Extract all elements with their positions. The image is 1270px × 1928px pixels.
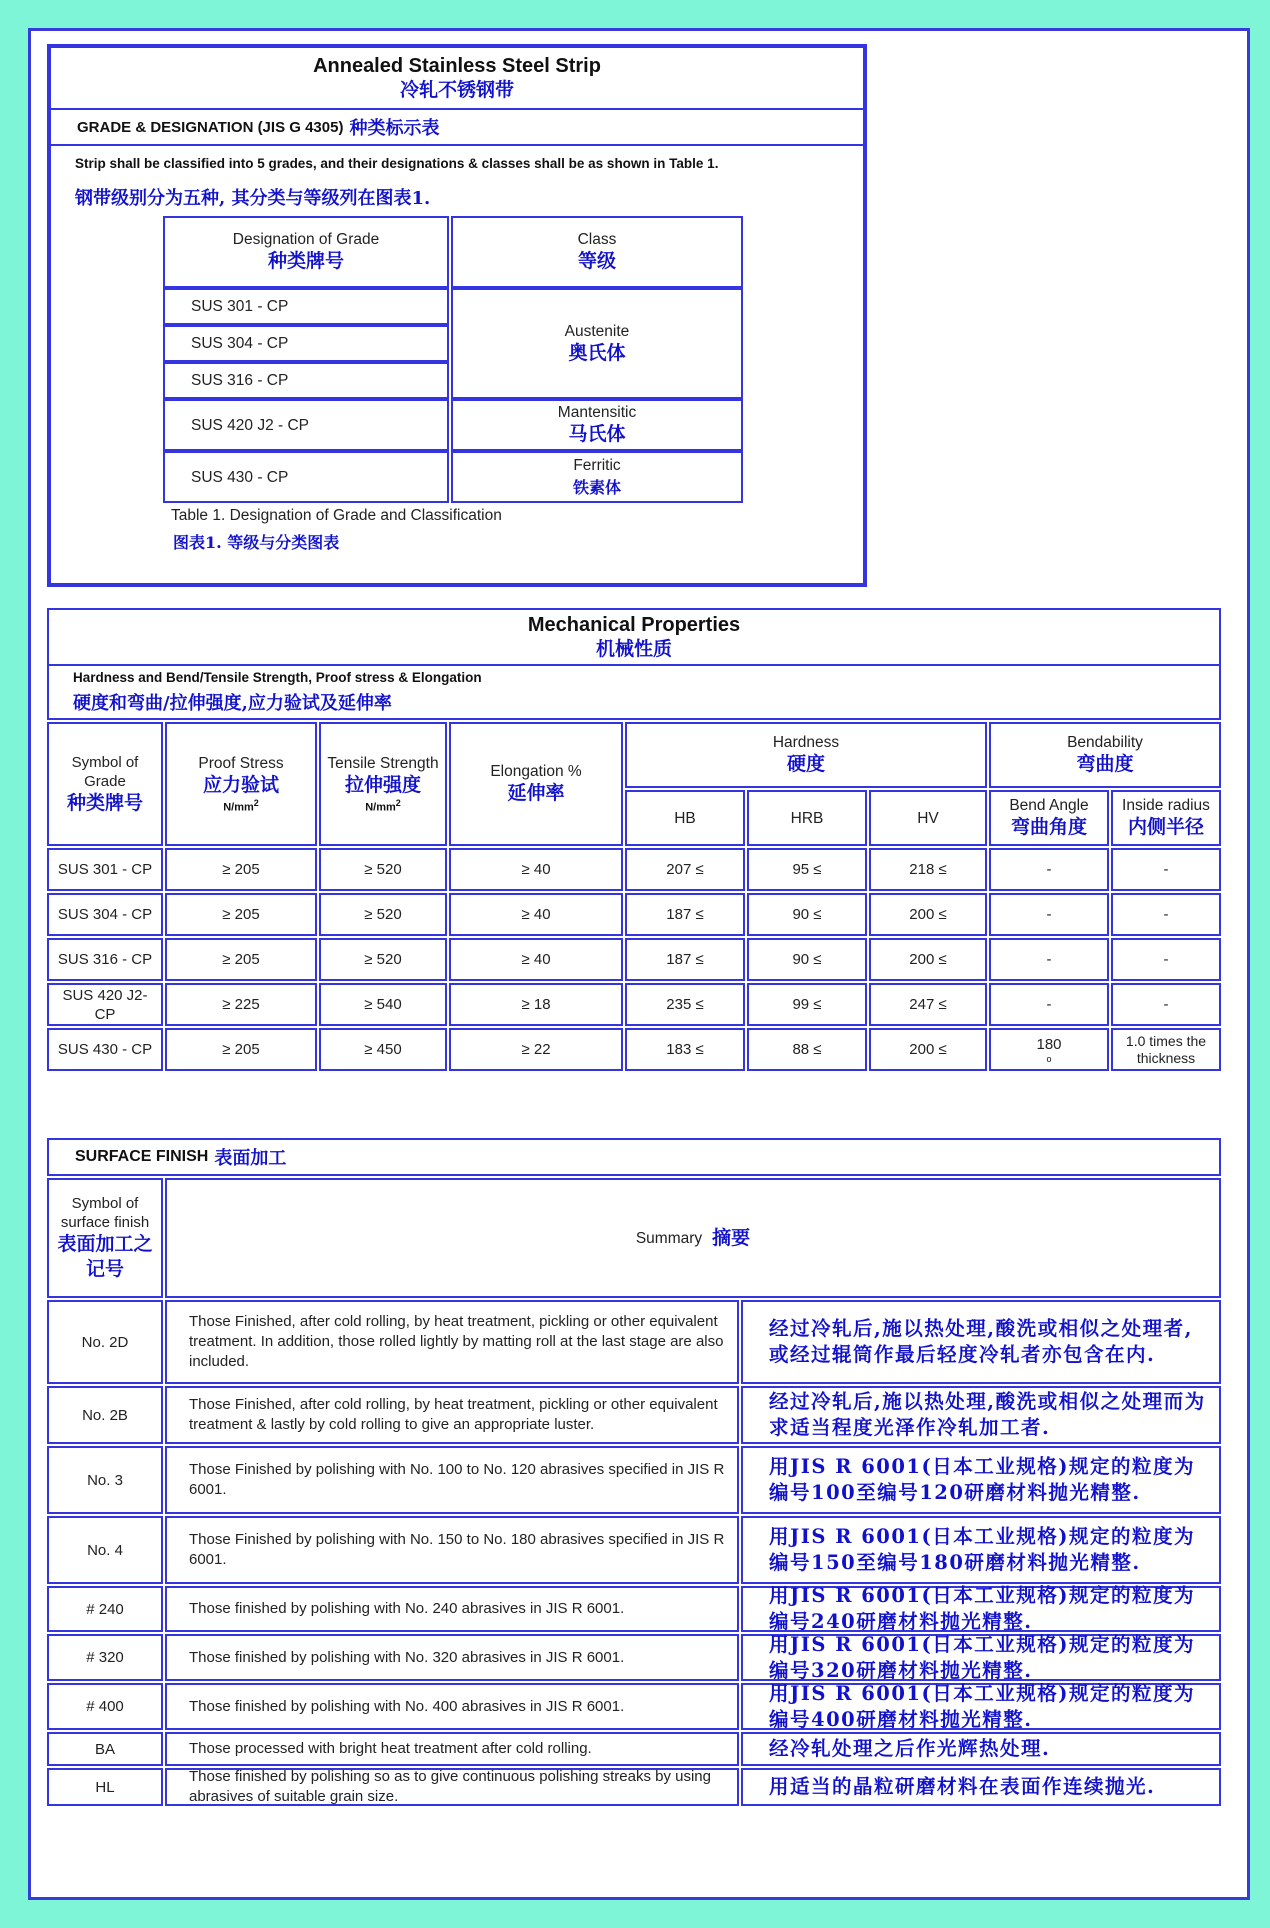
- surface-symbol-cell: [47, 1586, 163, 1632]
- surface-symbol-cell: [47, 1683, 163, 1730]
- surface-desc-en: Those Finished by polishing with No. 100 to No. 120 abrasives specified in JIS R 6001.: [189, 1461, 725, 1498]
- document-sheet: [28, 28, 1250, 1900]
- mech-value-angle: -: [1046, 996, 1052, 1013]
- class-label: Mantensitic: [557, 404, 637, 421]
- surface-title-zh: 表面加工: [214, 1148, 287, 1169]
- mech-value-tensile: ≥ 520: [364, 861, 402, 878]
- mech-value-proof: ≥ 205: [222, 906, 260, 923]
- mech-value-radius: 1.0 times the thickness: [1125, 1032, 1207, 1066]
- mech-value-proof: ≥ 225: [222, 996, 260, 1013]
- surface-symbol-cell: [47, 1386, 163, 1444]
- grade-cell: [163, 288, 449, 325]
- surface-desc-zh-cell: [741, 1732, 1221, 1766]
- mech-cell-elong: [449, 893, 623, 936]
- header-label-zh: 摘要: [712, 1226, 751, 1249]
- surface-desc-cell: [165, 1386, 739, 1444]
- mech-cell-hb: [625, 1028, 745, 1071]
- mech-value-elong: ≥ 18: [521, 996, 551, 1013]
- mech-value-grade: SUS 301 - CP: [57, 861, 153, 878]
- mech-value-hv: 218 ≤: [909, 861, 947, 878]
- header-surface-symbol: [47, 1178, 163, 1298]
- mech-title-box: [47, 608, 1221, 666]
- header-hrb: [747, 790, 867, 846]
- mech-subtitle-zh: 硬度和弯曲/拉伸强度,应力验试及延伸率: [73, 692, 392, 714]
- surface-symbol-cell: [47, 1768, 163, 1806]
- surface-desc-zh: 用JIS R 6001(日本工业规格)规定的粒度为编号240研磨材料抛光精整.: [769, 1584, 1195, 1633]
- surface-symbol: No. 2B: [82, 1406, 128, 1424]
- mech-value-angle: -: [1046, 861, 1052, 878]
- mech-cell-grade: [47, 848, 163, 891]
- surface-desc-zh: 用适当的晶粒研磨材料在表面作连续抛光.: [769, 1775, 1156, 1798]
- mech-value-hrb: 90 ≤: [792, 951, 822, 968]
- surface-title: SURFACE FINISH: [75, 1148, 209, 1165]
- header-unit: [223, 798, 259, 814]
- mech-section: [47, 608, 1221, 1128]
- surface-desc-en: Those Finished, after cold rolling, by heat treatment, pickling or other equivalent treatment. In addition, those rolled lightly by matting roll at the last stage are also included.: [189, 1313, 724, 1370]
- mech-value-grade: SUS 304 - CP: [57, 906, 153, 923]
- mech-value-hb: 207 ≤: [666, 861, 704, 878]
- surface-desc-en: Those processed with bright heat treatment after cold rolling.: [189, 1740, 592, 1757]
- grade-label: SUS 304 - CP: [191, 335, 289, 352]
- surface-symbol: # 240: [86, 1600, 124, 1618]
- degree-sup: o: [1046, 1054, 1052, 1064]
- surface-desc-zh: 用JIS R 6001(日本工业规格)规定的粒度为编号400研磨材料抛光精整.: [769, 1681, 1195, 1731]
- mech-value-elong: ≥ 40: [521, 906, 551, 923]
- header-label: Proof Stress: [198, 755, 284, 773]
- class-label: Ferritic: [573, 457, 621, 474]
- mech-cell-hrb: [747, 938, 867, 981]
- surface-desc-cell: [165, 1768, 739, 1806]
- mech-cell-hrb: [747, 893, 867, 936]
- mech-cell-tensile: [319, 938, 447, 981]
- header-symbol-of-grade: [47, 722, 163, 846]
- col-header-grade-zh: 种类牌号: [267, 250, 344, 272]
- header-label: HB: [674, 809, 696, 827]
- surface-desc-en: Those finished by polishing with No. 400 abrasives in JIS R 6001.: [189, 1697, 625, 1715]
- header-label: Inside radius: [1122, 797, 1210, 814]
- surface-desc-zh-cell: [741, 1768, 1221, 1806]
- header-elongation: [449, 722, 623, 846]
- header-label: Bend Angle: [1009, 797, 1089, 814]
- class-label-zh: 铁素体: [572, 478, 621, 497]
- mech-cell-hv: [869, 1028, 987, 1071]
- strip-section: [47, 44, 867, 587]
- header-proof-stress: [165, 722, 317, 846]
- col-header-class: [451, 216, 743, 288]
- mech-value-angle: 180: [1036, 1036, 1062, 1053]
- mech-cell-grade: [47, 938, 163, 981]
- header-hb: [625, 790, 745, 846]
- mech-cell-elong: [449, 938, 623, 981]
- header-hv: [869, 790, 987, 846]
- mech-cell-tensile: [319, 1028, 447, 1071]
- mech-value-radius: -: [1163, 951, 1169, 968]
- header-label: Symbol of surface finish: [60, 1195, 150, 1231]
- mech-value-hrb: 88 ≤: [792, 1041, 822, 1058]
- mech-value-grade: SUS 316 - CP: [57, 951, 153, 968]
- mech-cell-grade: [47, 1028, 163, 1071]
- surface-desc-zh-cell: [741, 1300, 1221, 1384]
- mech-cell-grade: [47, 893, 163, 936]
- mech-cell-hv: [869, 848, 987, 891]
- mech-value-hb: 235 ≤: [666, 996, 704, 1013]
- grade-cell: [163, 451, 449, 503]
- mech-cell-tensile: [319, 893, 447, 936]
- mech-cell-hv: [869, 983, 987, 1026]
- mech-cell-elong: [449, 848, 623, 891]
- header-unit: [365, 798, 401, 814]
- header-label-zh: 应力验试: [202, 774, 279, 797]
- surface-desc-cell: [165, 1732, 739, 1766]
- mech-cell-hv: [869, 893, 987, 936]
- surface-desc-zh-cell: [741, 1386, 1221, 1444]
- mech-cell-angle: [989, 1028, 1109, 1071]
- grade-label: SUS 430 - CP: [191, 468, 289, 486]
- surface-title-box: [47, 1138, 1221, 1176]
- unit-sup: 2: [253, 798, 259, 809]
- header-label-zh: 弯曲角度: [1010, 816, 1087, 838]
- header-label: Elongation %: [490, 763, 582, 780]
- header-summary: [165, 1178, 1221, 1298]
- mech-cell-proof: [165, 938, 317, 981]
- surface-desc-cell: [165, 1683, 739, 1730]
- strip-title: Annealed Stainless Steel Strip: [313, 55, 601, 77]
- mech-cell-radius: [1111, 938, 1221, 981]
- mech-cell-tensile: [319, 848, 447, 891]
- surface-desc-cell: [165, 1300, 739, 1384]
- mech-value-radius: -: [1163, 906, 1169, 923]
- mech-value-tensile: ≥ 450: [364, 1041, 402, 1058]
- mech-value-proof: ≥ 205: [222, 951, 260, 968]
- surface-desc-zh-cell: [741, 1446, 1221, 1514]
- mech-cell-hb: [625, 848, 745, 891]
- header-label: HV: [917, 809, 939, 827]
- col-header-grade-label: Designation of Grade: [232, 231, 380, 248]
- mech-subtitle: Hardness and Bend/Tensile Strength, Proof stress & Elongation: [73, 669, 482, 685]
- header-label-zh: 内侧半径: [1127, 816, 1204, 838]
- mech-value-hrb: 90 ≤: [792, 906, 822, 923]
- mech-value-elong: ≥ 22: [521, 1041, 551, 1058]
- mech-cell-proof: [165, 848, 317, 891]
- class-label-zh: 奥氏体: [568, 341, 626, 364]
- surface-symbol: HL: [95, 1778, 115, 1796]
- mech-cell-hv: [869, 938, 987, 981]
- surface-symbol: No. 2D: [81, 1333, 129, 1351]
- surface-desc-en: Those Finished by polishing with No. 150 to No. 180 abrasives specified in JIS R 6001.: [189, 1531, 725, 1568]
- mech-cell-tensile: [319, 983, 447, 1026]
- surface-symbol: # 400: [86, 1698, 124, 1715]
- mech-value-grade: SUS 430 - CP: [57, 1041, 153, 1058]
- mech-cell-proof: [165, 893, 317, 936]
- surface-desc-cell: [165, 1586, 739, 1632]
- mech-cell-hrb: [747, 1028, 867, 1071]
- strip-title-zh: 冷轧不锈钢带: [399, 79, 514, 101]
- class-label: Austenite: [564, 322, 630, 340]
- surface-desc-zh-cell: [741, 1586, 1221, 1632]
- header-label: Symbol of Grade: [71, 753, 139, 790]
- surface-desc-zh-cell: [741, 1634, 1221, 1681]
- unit-text: N/mm: [223, 801, 254, 814]
- mech-value-proof: ≥ 205: [222, 861, 260, 878]
- mech-value-hrb: 99 ≤: [792, 996, 822, 1013]
- mech-cell-angle: [989, 983, 1109, 1026]
- header-label: Summary: [635, 1229, 703, 1247]
- mech-value-hb: 183 ≤: [666, 1041, 704, 1058]
- header-label-zh: 表面加工之记号: [57, 1233, 153, 1280]
- table-caption: Table 1. Designation of Grade and Classification: [171, 507, 502, 524]
- col-header-class-label: Class: [577, 231, 617, 248]
- surface-desc-cell: [165, 1446, 739, 1514]
- intro-text-zh: 钢带级别分为五种, 其分类与等级列在图表1.: [75, 188, 431, 209]
- mech-cell-grade: [47, 983, 163, 1026]
- header-label: Bendability: [1067, 734, 1143, 751]
- header-label-zh: 种类牌号: [66, 791, 143, 814]
- header-label: Hardness: [772, 734, 840, 751]
- col-header-grade: [163, 216, 449, 288]
- mech-cell-elong: [449, 983, 623, 1026]
- surface-desc-en: Those Finished, after cold rolling, by heat treatment, pickling or other equivalent treatment & lastly by cold rolling to give an appropriate luster.: [189, 1396, 718, 1433]
- surface-desc-zh-cell: [741, 1516, 1221, 1584]
- header-bendability: [989, 722, 1221, 788]
- grade-cell: [163, 399, 449, 451]
- mech-title: Mechanical Properties: [527, 614, 741, 636]
- surface-symbol-cell: [47, 1300, 163, 1384]
- mech-value-hrb: 95 ≤: [792, 861, 822, 878]
- header-label-zh: 延伸率: [507, 782, 565, 804]
- grade-heading-box: [49, 108, 865, 146]
- grade-cell: [163, 362, 449, 399]
- mech-value-radius: -: [1163, 861, 1169, 878]
- surface-desc-en: Those finished by polishing with No. 320 abrasives in JIS R 6001.: [189, 1648, 625, 1666]
- mech-cell-angle: [989, 893, 1109, 936]
- class-cell-martensitic: [451, 399, 743, 451]
- grade-label: SUS 420 J2 - CP: [191, 416, 310, 434]
- surface-symbol-cell: [47, 1732, 163, 1766]
- surface-desc-en: Those finished by polishing so as to give continuous polishing streaks by using abrasives of suitable grain size.: [189, 1768, 711, 1805]
- mech-cell-hb: [625, 983, 745, 1026]
- surface-desc-zh: 经过冷轧后,施以热处理,酸洗或相似之处理者,或经过辊筒作最后轻度冷轧者亦包含在内.: [769, 1317, 1193, 1366]
- surface-desc-zh: 用JIS R 6001(日本工业规格)规定的粒度为编号320研磨材料抛光精整.: [769, 1632, 1195, 1682]
- mech-cell-proof: [165, 1028, 317, 1071]
- header-label-zh: 拉伸强度: [344, 774, 421, 797]
- surface-desc-en: Those finished by polishing with No. 240 abrasives in JIS R 6001.: [189, 1600, 625, 1617]
- surface-symbol: # 320: [86, 1649, 124, 1666]
- mech-cell-hb: [625, 938, 745, 981]
- mech-cell-hrb: [747, 848, 867, 891]
- mech-value-hb: 187 ≤: [666, 951, 704, 968]
- surface-desc-zh: 经过冷轧后,施以热处理,酸洗或相似之处理而为求适当程度光泽作冷轧加工者.: [769, 1390, 1206, 1439]
- class-cell-austenite: [451, 288, 743, 399]
- mech-value-hv: 200 ≤: [909, 951, 947, 968]
- mech-value-hv: 200 ≤: [909, 906, 947, 923]
- intro-text: Strip shall be classified into 5 grades, and their designations & classes shall be as shown in Table 1.: [75, 156, 719, 171]
- surface-desc-zh-cell: [741, 1683, 1221, 1730]
- surface-desc-cell: [165, 1634, 739, 1681]
- mech-cell-radius: [1111, 983, 1221, 1026]
- class-cell-ferritic: [451, 451, 743, 503]
- class-label-zh: 马氏体: [568, 423, 626, 445]
- mech-subtitle-box: [47, 664, 1221, 720]
- mech-value-elong: ≥ 40: [521, 861, 551, 878]
- header-hardness: [625, 722, 987, 788]
- mech-value-tensile: ≥ 540: [364, 996, 402, 1013]
- header-label-zh: 弯曲度: [1076, 753, 1134, 775]
- surface-desc-cell: [165, 1516, 739, 1584]
- strip-title-box: [49, 46, 865, 110]
- header-inside-radius: [1111, 790, 1221, 846]
- mech-cell-radius: [1111, 893, 1221, 936]
- mech-value-angle: -: [1046, 951, 1052, 968]
- surface-symbol: BA: [94, 1740, 115, 1758]
- header-label: HRB: [790, 809, 824, 827]
- mech-cell-angle: [989, 848, 1109, 891]
- mech-value-proof: ≥ 205: [222, 1041, 260, 1058]
- grade-heading: GRADE & DESIGNATION (JIS G 4305): [77, 118, 344, 136]
- surface-desc-zh: 经冷轧处理之后作光辉热处理.: [769, 1737, 1051, 1760]
- header-label-zh: 硬度: [786, 753, 825, 775]
- mech-value-tensile: ≥ 520: [364, 906, 402, 923]
- grade-label: SUS 301 - CP: [191, 298, 289, 315]
- mech-value-elong: ≥ 40: [521, 951, 551, 968]
- mech-cell-proof: [165, 983, 317, 1026]
- mech-value-radius: -: [1163, 996, 1169, 1013]
- grade-table: [163, 216, 743, 501]
- surface-symbol-cell: [47, 1516, 163, 1584]
- surface-desc-zh: 用JIS R 6001(日本工业规格)规定的粒度为编号150至编号180研磨材料抛光精整.: [769, 1525, 1195, 1574]
- grade-label: SUS 316 - CP: [191, 372, 289, 389]
- header-label: Tensile Strength: [327, 755, 439, 773]
- grade-body: [49, 144, 865, 585]
- col-header-class-zh: 等级: [577, 250, 616, 272]
- surface-section: [47, 1138, 1221, 1894]
- mech-title-zh: 机械性质: [595, 638, 672, 660]
- mech-value-hb: 187 ≤: [666, 906, 704, 923]
- grade-heading-zh: 种类标示表: [349, 118, 440, 139]
- unit-sup: 2: [395, 798, 401, 809]
- table-caption-zh: 图表1. 等级与分类图表: [173, 533, 340, 552]
- mech-value-tensile: ≥ 520: [364, 951, 402, 968]
- mech-value-hv: 200 ≤: [909, 1041, 947, 1058]
- mech-cell-radius: [1111, 1028, 1221, 1071]
- surface-symbol: No. 4: [87, 1541, 123, 1559]
- mech-cell-hrb: [747, 983, 867, 1026]
- mech-cell-hb: [625, 893, 745, 936]
- mech-value-hv: 247 ≤: [909, 996, 947, 1013]
- unit-text: N/mm: [365, 801, 396, 814]
- mech-cell-elong: [449, 1028, 623, 1071]
- mech-value-angle: -: [1046, 906, 1052, 923]
- surface-symbol-cell: [47, 1446, 163, 1514]
- header-tensile-strength: [319, 722, 447, 846]
- header-bend-angle: [989, 790, 1109, 846]
- mech-cell-angle: [989, 938, 1109, 981]
- mech-value-grade: SUS 420 J2- CP: [62, 986, 148, 1023]
- surface-symbol: No. 3: [87, 1471, 123, 1489]
- surface-desc-zh: 用JIS R 6001(日本工业规格)规定的粒度为编号100至编号120研磨材料抛光精整.: [769, 1455, 1195, 1504]
- mech-cell-radius: [1111, 848, 1221, 891]
- grade-cell: [163, 325, 449, 362]
- surface-symbol-cell: [47, 1634, 163, 1681]
